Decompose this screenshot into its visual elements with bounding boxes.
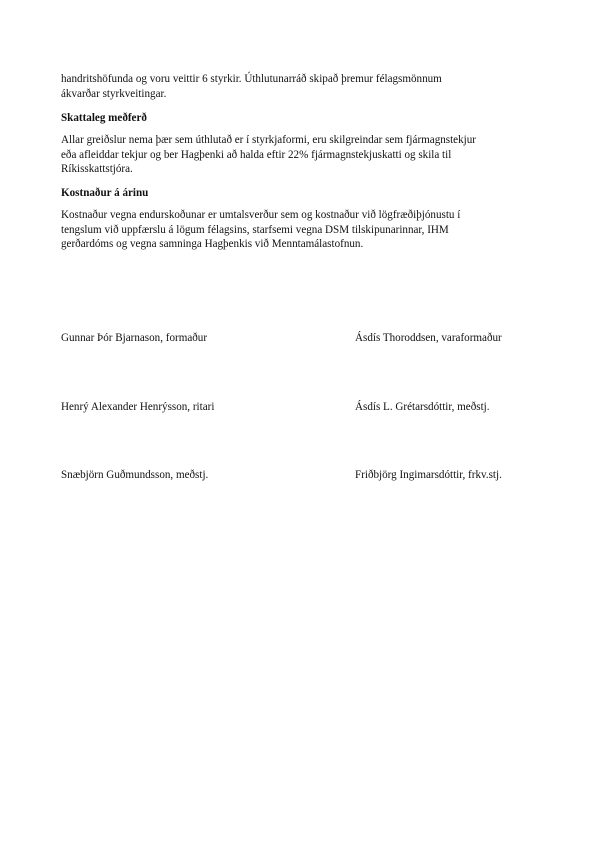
paragraph-line: Kostnaður vegna endurskoðunar er umtalsverður sem og kostnaður við lögfræðiþjónustu í xyxy=(61,209,461,221)
intro-line: handritshöfunda og voru veittir 6 styrkir. Úthlutunarráð skipað þremur félagsmönnum xyxy=(61,73,442,85)
intro-paragraph xyxy=(61,72,531,101)
paragraph-line: gerðardóms og vegna samninga Hagþenkis við Menntamálastofnun. xyxy=(61,238,364,251)
signature-board-member: Ásdís L. Grétarsdóttir, meðstj. xyxy=(355,401,490,413)
signature-chair: Gunnar Þór Bjarnason, formaður xyxy=(61,332,208,344)
paragraph-line: Ríkisskattstjóra. xyxy=(61,163,133,176)
paragraph-line: Allar greiðslur nema þær sem úthlutað er í styrkjaformi, eru skilgreindar sem fjármagnstekjur xyxy=(61,134,476,146)
intro-line: ákvarðar styrkveitingar. xyxy=(61,87,167,100)
section-heading-tax: Skattaleg meðferð xyxy=(61,112,147,124)
signature-vice-chair: Ásdís Thoroddsen, varaformaður xyxy=(355,332,502,344)
signature-secretary: Henrý Alexander Henrýsson, ritari xyxy=(61,401,215,413)
section-paragraph-tax xyxy=(61,133,531,177)
section-paragraph-costs xyxy=(61,208,531,252)
signature-managing-director: Friðbjörg Ingimarsdóttir, frkv.stj. xyxy=(355,469,502,481)
paragraph-line: tengslum við uppfærslu á lögum félagsins, starfsemi vegna DSM tilskipunarinnar, IHM xyxy=(61,223,449,236)
paragraph-line: eða afleiddar tekjur og ber Hagþenki að halda eftir 22% fjármagnstekjuskatti og skila til xyxy=(61,148,452,161)
section-heading-costs: Kostnaður á árinu xyxy=(61,187,149,199)
signature-board-member-2: Snæbjörn Guðmundsson, meðstj. xyxy=(61,469,209,481)
